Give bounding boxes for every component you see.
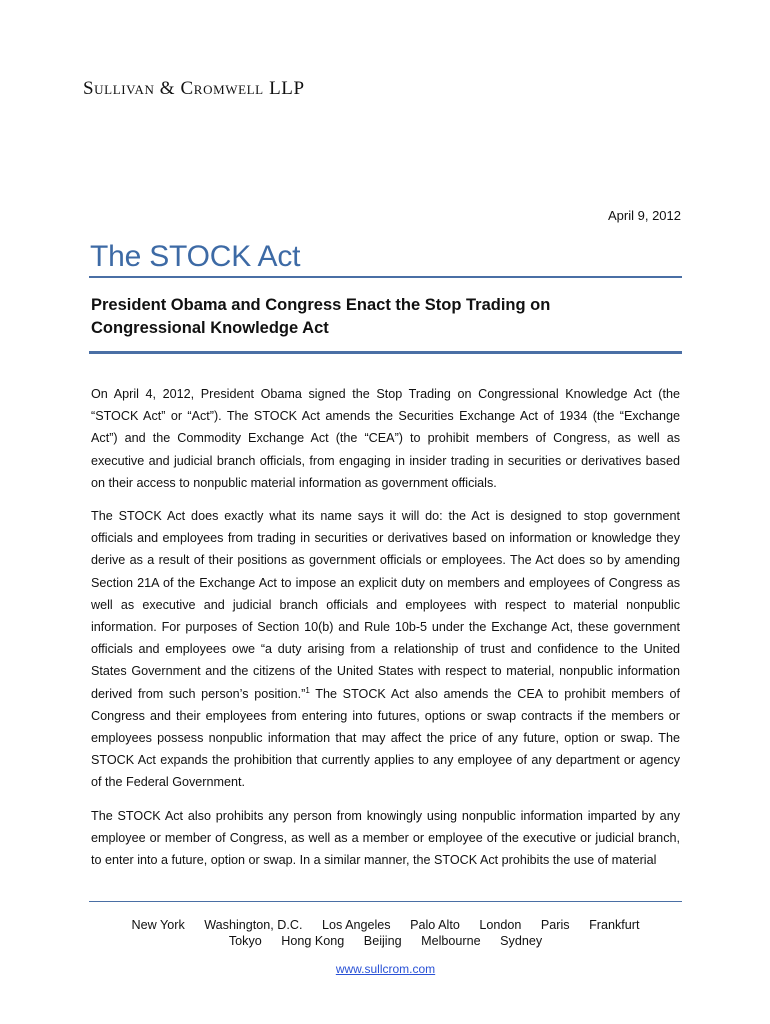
office-locations [89, 917, 682, 949]
footer-divider [89, 901, 682, 902]
office-location: Frankfurt [589, 918, 640, 932]
office-location: Tokyo [228, 934, 262, 948]
body-paragraph-2 [91, 505, 680, 794]
office-location: London [479, 918, 522, 932]
footnote-reference[interactable]: 1 [305, 685, 310, 695]
paragraph-2-text-a: The STOCK Act does exactly what its name says it will do: the Act is designed to stop government officials and employees from trading in securities or derivatives based on information or knowledge they derive as a result of their positions as government officials or employees. The Act does so by amending Section 21A of the Exchange Act to impose an explicit duty on members and employees of Congress as well as executive and judicial branch officials and employees with respect to material nonpublic information. For purposes of Section 10(b) and Rule 10b-5 under the Exchange Act, these government officials and employees owe “a duty arising from a relationship of trust and confidence to the United States Government and the citizens of the United States with respect to material, nonpublic information derived from such person’s position.” [91, 509, 680, 701]
document-body [91, 383, 680, 882]
body-paragraph-3: The STOCK Act also prohibits any person from knowingly using nonpublic information imparted by any employee or member of Congress, as well as a member or employee of the executive or judicial branch, to enter into a future, option or swap. In a similar manner, the STOCK Act prohibits the use of material [91, 808, 680, 868]
office-row-1 [89, 917, 682, 933]
office-location: Beijing [363, 934, 402, 948]
memo-date: April 9, 2012 [608, 208, 681, 223]
website-link[interactable]: www.sullcrom.com [335, 962, 436, 976]
document-title: The STOCK Act [90, 240, 301, 273]
firm-letterhead: Sullivan & Cromwell LLP [83, 78, 305, 99]
office-row-2 [89, 933, 682, 949]
office-location: Palo Alto [410, 918, 460, 932]
document-subtitle: President Obama and Congress Enact the Stop Trading on Congressional Knowledge Act [91, 296, 551, 337]
office-location: Sydney [500, 934, 543, 948]
paragraph-2-text-b: The STOCK Act also amends the CEA to prohibit members of Congress and their employees from entering into futures, options or swap contracts if the members or employees possess nonpublic information that may affect the price of any future, option or swap. The STOCK Act expands the prohibition that currently applies to any employee of any department or agency of the Federal Government. [91, 686, 680, 790]
office-location: New York [131, 918, 185, 932]
office-location: Paris [540, 918, 570, 932]
office-location: Washington, D.C. [204, 918, 303, 932]
body-paragraph-1: On April 4, 2012, President Obama signed the Stop Trading on Congressional Knowledge Act (the “STOCK Act” or “Act”). The STOCK Act amends the Securities Exchange Act of 1934 (the “Exchange Act”) and the Commodity Exchange Act (the “CEA”) to prohibit members of Congress, as well as executive and judicial branch officials, from engaging in insider trading in securities or derivatives based on their access to nonpublic material information as government officials. [91, 387, 680, 490]
subtitle-divider [89, 351, 682, 354]
office-location: Los Angeles [321, 918, 391, 932]
office-location: Melbourne [421, 934, 481, 948]
title-divider [89, 276, 682, 278]
office-location: Hong Kong [281, 934, 345, 948]
